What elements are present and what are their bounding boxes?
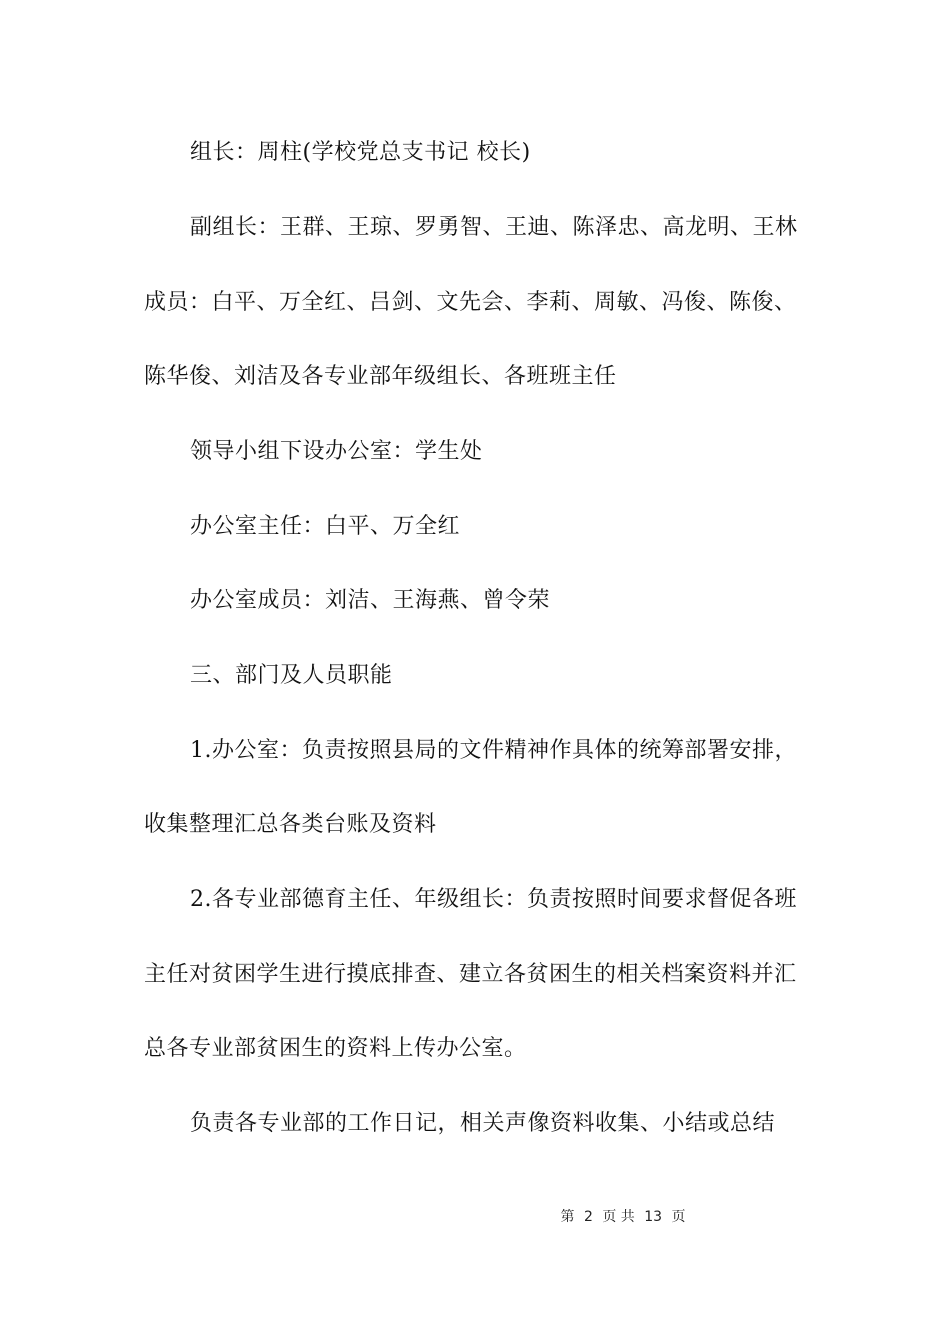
paragraph-office-setup: 领导小组下设办公室：学生处 bbox=[190, 439, 483, 464]
footer-middle: 页 共 bbox=[602, 1209, 635, 1225]
paragraph-duty-2-line-2: 主任对贫困学生进行摸底排查、建立各贫困生的相关档案资料并汇 bbox=[144, 962, 797, 987]
current-page-number: 2 bbox=[583, 1209, 593, 1225]
paragraph-duty-2-line-1: 2.各专业部德育主任、年级组长：负责按照时间要求督促各班 bbox=[190, 887, 797, 912]
section-heading-duties: 三、部门及人员职能 bbox=[190, 663, 393, 688]
paragraph-duty-1-line-2: 收集整理汇总各类台账及资料 bbox=[144, 812, 437, 837]
total-page-count: 13 bbox=[644, 1209, 663, 1225]
paragraph-members-line-1: 成员：白平、万全红、吕剑、文先会、李莉、周敏、冯俊、陈俊、 bbox=[144, 290, 797, 315]
footer-prefix: 第 bbox=[560, 1209, 575, 1225]
footer-suffix: 页 bbox=[671, 1209, 686, 1225]
page-footer bbox=[148, 1208, 950, 1226]
paragraph-duty-1-line-1: 1.办公室：负责按照县局的文件精神作具体的统筹部署安排， bbox=[190, 738, 797, 763]
paragraph-leader: 组长：周柱(学校党总支书记 校长) bbox=[190, 140, 531, 165]
paragraph-members-line-2: 陈华俊、刘洁及各专业部年级组长、各班班主任 bbox=[144, 364, 617, 389]
paragraph-work-diary: 负责各专业部的工作日记，相关声像资料收集、小结或总结 bbox=[190, 1111, 776, 1136]
paragraph-duty-2-line-3: 总各专业部贫困生的资料上传办公室。 bbox=[144, 1036, 527, 1061]
paragraph-office-members: 办公室成员：刘洁、王海燕、曾令荣 bbox=[190, 588, 551, 613]
paragraph-office-director: 办公室主任：白平、万全红 bbox=[190, 514, 461, 539]
paragraph-deputy-leader: 副组长：王群、王琼、罗勇智、王迪、陈泽忠、高龙明、王林 bbox=[190, 215, 798, 240]
